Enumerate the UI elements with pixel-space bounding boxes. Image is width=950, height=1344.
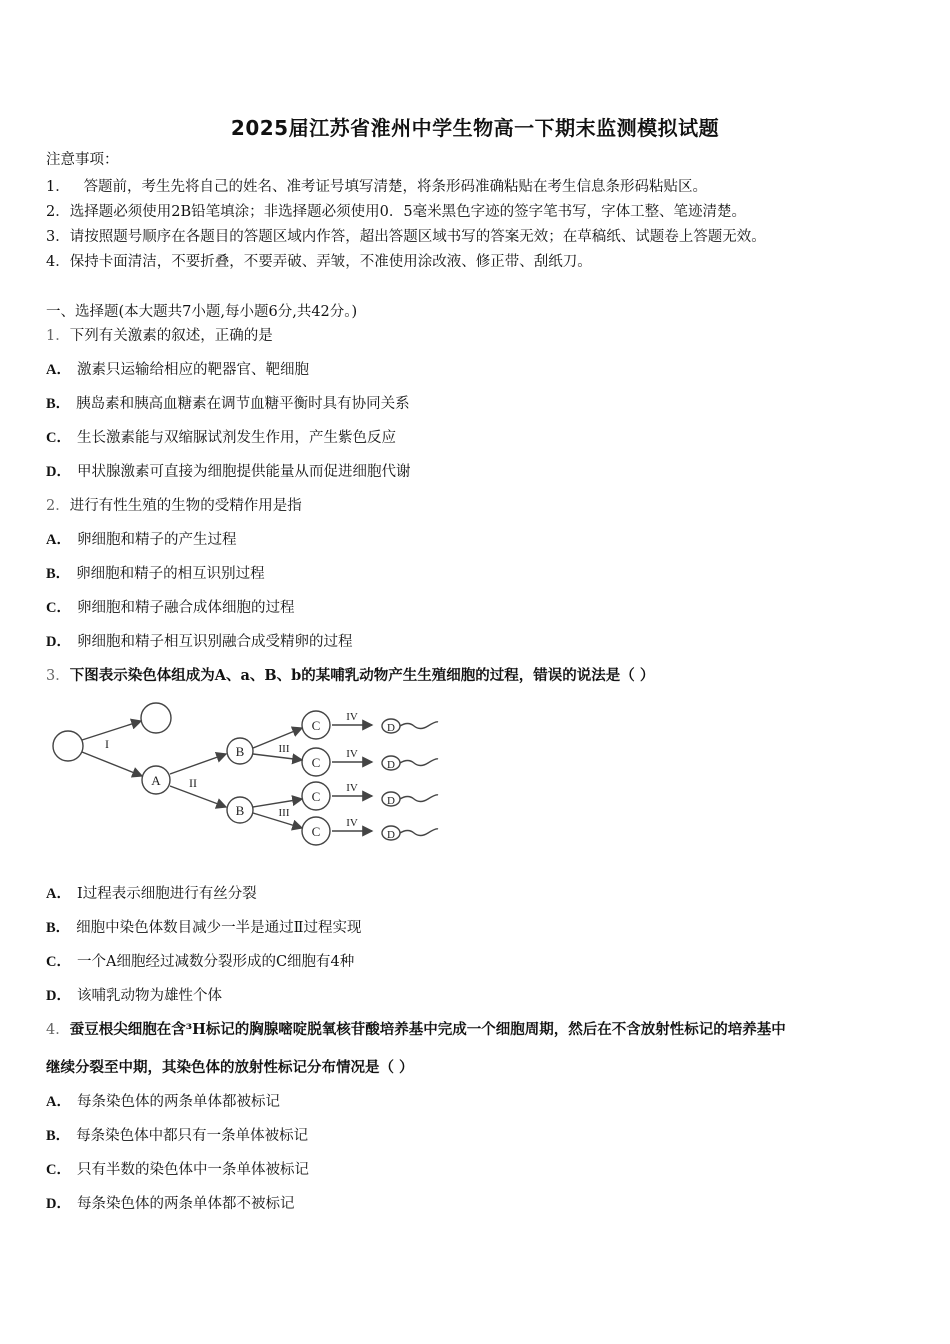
step-label: IV bbox=[346, 782, 358, 794]
label-d: D bbox=[387, 829, 395, 841]
question-stem: 1．下列有关激素的叙述，正确的是 bbox=[46, 328, 273, 344]
label-a: A bbox=[151, 773, 161, 788]
label-d: D bbox=[387, 759, 395, 771]
label-d: D bbox=[387, 722, 395, 734]
notice-heading: 注意事项： bbox=[46, 152, 119, 168]
step-label: II bbox=[189, 776, 197, 790]
option: C． 生长激素能与双缩脲试剂发生作用，产生紫色反应 bbox=[46, 430, 396, 446]
notice-item: 3．请按照题号顺序在各题目的答题区域内作答，超出答题区域书写的答案无效；在草稿纸、试题卷上答题无效。 bbox=[46, 229, 766, 245]
label-c: C bbox=[311, 718, 321, 733]
option: A． Ⅰ过程表示细胞进行有丝分裂 bbox=[46, 886, 257, 902]
daughter-cell bbox=[141, 703, 171, 733]
step-label: IV bbox=[346, 748, 358, 760]
option: C． 卵细胞和精子融合成体细胞的过程 bbox=[46, 600, 295, 616]
option: B． 细胞中染色体数目减少一半是通过Ⅱ过程实现 bbox=[46, 920, 362, 936]
option: B． 卵细胞和精子的相互识别过程 bbox=[46, 566, 265, 582]
question-stem: 2．进行有性生殖的生物的受精作用是指 bbox=[46, 498, 302, 514]
page-title: 2025届江苏省淮州中学生物高一下期末监测模拟试题 bbox=[230, 116, 720, 140]
label-c: C bbox=[311, 824, 321, 839]
option: D． 每条染色体的两条单体都不被标记 bbox=[46, 1196, 295, 1212]
label-b: B bbox=[235, 803, 245, 818]
question-stem: 4．蚕豆根尖细胞在含³H标记的胸腺嘧啶脱氧核苷酸培养基中完成一个细胞周期，然后在不含放射性标记的培养基中 bbox=[46, 1021, 786, 1038]
cell-division-diagram bbox=[46, 696, 446, 856]
option: D． 该哺乳动物为雄性个体 bbox=[46, 988, 222, 1004]
option: C． 一个A细胞经过减数分裂形成的C细胞有4种 bbox=[46, 954, 355, 970]
label-b: B bbox=[235, 744, 245, 759]
option: A． 卵细胞和精子的产生过程 bbox=[46, 532, 237, 548]
option: A． 激素只运输给相应的靶器官、靶细胞 bbox=[46, 362, 309, 378]
mother-cell bbox=[53, 731, 83, 761]
option: B． 胰岛素和胰高血糖素在调节血糖平衡时具有协同关系 bbox=[46, 396, 410, 412]
notice-item: 2．选择题必须使用2B铅笔填涂；非选择题必须使用0．5毫米黑色字迹的签字笔书写，字体工整、笔迹清楚。 bbox=[46, 204, 747, 220]
label-d: D bbox=[387, 795, 395, 807]
question-stem-continued: 继续分裂至中期，其染色体的放射性标记分布情况是（ ） bbox=[46, 1059, 414, 1076]
step-label: IV bbox=[346, 711, 358, 723]
section-heading: 一、选择题(本大题共7小题,每小题6分,共42分。) bbox=[46, 304, 358, 320]
option: B． 每条染色体中都只有一条单体被标记 bbox=[46, 1128, 309, 1144]
option: A． 每条染色体的两条单体都被标记 bbox=[46, 1094, 280, 1110]
notice-item: 1． 答题前，考生先将自己的姓名、准考证号填写清楚，将条形码准确粘贴在考生信息条形码粘贴区。 bbox=[46, 179, 708, 195]
step-label: III bbox=[278, 743, 290, 755]
option: C． 只有半数的染色体中一条单体被标记 bbox=[46, 1162, 309, 1178]
label-c: C bbox=[311, 755, 321, 770]
option: D． 卵细胞和精子相互识别融合成受精卵的过程 bbox=[46, 634, 353, 650]
step-label: IV bbox=[346, 817, 358, 829]
option: D． 甲状腺激素可直接为细胞提供能量从而促进细胞代谢 bbox=[46, 464, 411, 480]
step-label: I bbox=[105, 737, 109, 751]
question-stem: 3．下图表示染色体组成为A、a、B、b的某哺乳动物产生生殖细胞的过程，错误的说法是（ ） bbox=[46, 667, 655, 684]
notice-item: 4．保持卡面清洁，不要折叠，不要弄破、弄皱，不准使用涂改液、修正带、刮纸刀。 bbox=[46, 254, 592, 270]
step-label: III bbox=[278, 807, 290, 819]
label-c: C bbox=[311, 789, 321, 804]
